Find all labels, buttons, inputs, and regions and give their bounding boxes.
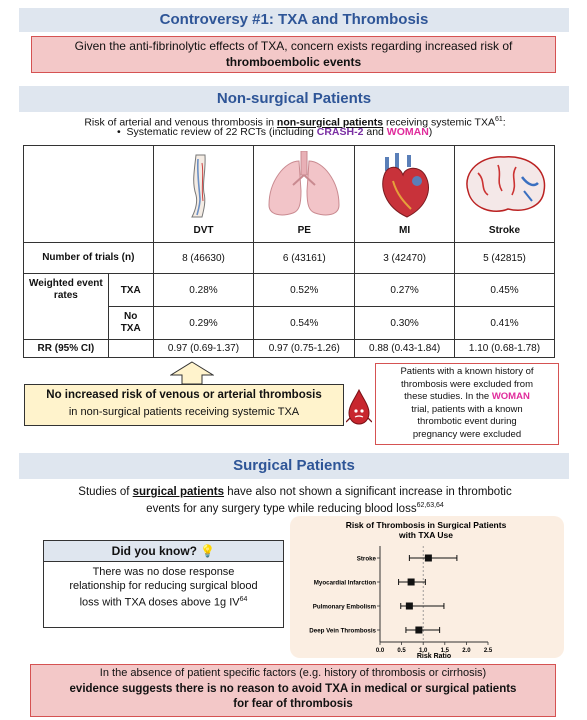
- chart-title-line1: Risk of Thrombosis in Surgical Patients: [345, 520, 507, 530]
- dyk-line: There was no dose response: [92, 566, 235, 578]
- rate-cell: 0.54%: [254, 307, 355, 340]
- dyk-title: Did you know?: [111, 544, 198, 558]
- nonsurgical-table: [23, 145, 555, 358]
- bullet-dot: •: [117, 126, 127, 138]
- rr-cell: 0.97 (0.69-1.37): [153, 340, 254, 358]
- desc-ref: 61: [494, 116, 503, 123]
- row-trials-label: Number of trials (n): [24, 243, 154, 274]
- point-estimate: [415, 627, 422, 634]
- dyk-text: loss with TXA doses above 1g IV: [79, 596, 240, 609]
- notxa-label-line1: No: [124, 311, 138, 322]
- intro-line2: thromboembolic events: [225, 55, 362, 69]
- lungs-icon: [263, 151, 345, 221]
- notxa-label: [108, 307, 153, 340]
- table-row: [24, 274, 555, 307]
- surgical-desc-text: Studies of: [78, 486, 133, 498]
- x-tick-label: 2.0: [462, 648, 471, 654]
- col-dvt: [153, 146, 254, 243]
- x-tick-label: 0.5: [397, 648, 406, 654]
- trials-cell: 6 (43161): [254, 243, 355, 274]
- forest-plot: [290, 516, 564, 658]
- surgical-desc-line2: [20, 499, 570, 516]
- note-line: [376, 391, 558, 404]
- chart-title-line2: with TXA Use: [399, 530, 453, 540]
- note-text: these studies. In the: [404, 391, 492, 402]
- chart-xlabel: Risk Ratio: [416, 653, 452, 658]
- rate-cell: 0.45%: [454, 274, 554, 307]
- col-mi-label: MI: [399, 225, 411, 236]
- notxa-label-line2: TXA: [120, 323, 141, 334]
- note-line: thrombotic event during: [417, 416, 517, 427]
- category-label: Deep Vein Thrombosis: [309, 627, 376, 635]
- point-estimate: [406, 603, 413, 610]
- desc-underlined: non-surgical patients: [276, 116, 384, 129]
- col-pe: [254, 146, 355, 243]
- forest-plot-panel: [290, 516, 564, 658]
- col-dvt-label: DVT: [193, 225, 214, 236]
- table-row: [24, 243, 555, 274]
- dyk-line: relationship for reducing surgical blood: [69, 580, 258, 592]
- x-tick-label: 1.0: [419, 648, 428, 654]
- trials-cell: 3 (42470): [355, 243, 455, 274]
- bullet-crash: CRASH-2: [316, 126, 364, 138]
- col-stroke: [454, 146, 554, 243]
- rr-cell: 0.88 (0.43-1.84): [355, 340, 455, 358]
- intro-line1: Given the anti-fibrinolytic effects of TXA, concern exists regarding increased risk of: [74, 39, 513, 53]
- conclusion-line1: In the absence of patient specific factors (e.g. history of thrombosis or cirrhosis): [99, 667, 487, 679]
- dyk-body: [44, 562, 283, 610]
- point-estimate: [425, 555, 432, 562]
- col-stroke-label: Stroke: [488, 225, 521, 236]
- up-arrow-icon: [170, 361, 214, 385]
- rr-empty-cell: [108, 340, 153, 358]
- lightbulb-icon: 💡: [200, 544, 216, 558]
- desc-colon: :: [502, 116, 506, 129]
- dyk-title-bar: [44, 541, 283, 562]
- brain-icon: [458, 151, 550, 221]
- rate-cell: 0.29%: [153, 307, 254, 340]
- conclusion-line3: for fear of thrombosis: [233, 698, 353, 710]
- bullet-text: Systematic review of 22 RCTs (including: [126, 126, 317, 138]
- note-line: thrombosis were excluded from: [401, 378, 533, 390]
- category-label: Stroke: [356, 555, 376, 563]
- rate-cell: 0.52%: [254, 274, 355, 307]
- note-line: Patients with a known history of: [400, 366, 534, 377]
- rr-label: RR (95% CI): [24, 340, 109, 358]
- rate-cell: 0.41%: [454, 307, 554, 340]
- bullet-end: ): [428, 126, 433, 138]
- surgical-header: [19, 453, 569, 479]
- dyk-ref: 64: [239, 596, 248, 603]
- heart-icon: [375, 151, 435, 221]
- callout-bold: No increased risk of venous or arterial thrombosis: [46, 389, 322, 401]
- point-estimate: [408, 579, 415, 586]
- surgical-desc-underlined: surgical patients: [132, 486, 225, 498]
- nonsurgical-header: [19, 86, 569, 112]
- did-you-know-box: [43, 540, 284, 628]
- category-label: Myocardial Infarction: [313, 579, 376, 587]
- intro-box: [31, 36, 556, 73]
- row-weighted-label: Weighted event rates: [24, 274, 109, 340]
- x-tick-label: 2.5: [483, 648, 493, 654]
- rate-cell: 0.28%: [153, 274, 254, 307]
- surgical-desc-text-3: events for any surgery type while reducing blood loss: [146, 502, 417, 515]
- nonsurgical-callout: [24, 384, 344, 426]
- bullet-and: and: [363, 126, 387, 138]
- surgical-header-text: Surgical Patients: [233, 457, 355, 474]
- rr-cell: 1.10 (0.68-1.78): [454, 340, 554, 358]
- note-line: trial, patients with a known: [411, 403, 523, 415]
- surgical-desc-text-2: have also not shown a significant increase in thrombotic: [224, 486, 512, 498]
- surgical-description: [20, 485, 570, 516]
- desc-text-2: receiving systemic TXA: [383, 116, 495, 129]
- page-title-text: Controversy #1: TXA and Thrombosis: [159, 11, 429, 28]
- note-woman: WOMAN: [491, 391, 530, 402]
- rr-cell: 0.97 (0.75-1.26): [254, 340, 355, 358]
- table-header-row: [24, 146, 555, 243]
- callout-rest: in non-surgical patients receiving systemic TXA: [68, 406, 300, 418]
- leg-vein-icon: [178, 153, 228, 221]
- col-mi: [355, 146, 455, 243]
- trials-cell: 8 (46630): [153, 243, 254, 274]
- col-pe-label: PE: [297, 225, 311, 236]
- dyk-line: [44, 593, 283, 610]
- x-tick-label: 1.5: [440, 648, 449, 654]
- page-title: [19, 8, 569, 32]
- exclusion-note: [375, 363, 559, 445]
- blood-drop-icon: [346, 388, 372, 428]
- rate-cell: 0.30%: [355, 307, 455, 340]
- txa-label: TXA: [108, 274, 153, 307]
- conclusion-box: [30, 664, 556, 717]
- x-tick-label: 0.0: [375, 648, 385, 654]
- category-label: Pulmonary Embolism: [312, 603, 376, 611]
- desc-text: Risk of arterial and venous thrombosis in: [84, 116, 277, 129]
- table-corner-cell: [24, 146, 154, 243]
- table-row: [24, 340, 555, 358]
- surgical-desc-line1: [20, 485, 570, 499]
- trials-cell: 5 (42815): [454, 243, 554, 274]
- nonsurgical-header-text: Non-surgical Patients: [216, 90, 372, 107]
- surgical-desc-ref: 62,63,64: [416, 502, 444, 509]
- bullet-woman: WOMAN: [386, 126, 429, 138]
- conclusion-line2: evidence suggests there is no reason to avoid TXA in medical or surgical patients: [69, 682, 517, 695]
- nonsurgical-bullet: [117, 126, 567, 139]
- note-line: pregnancy were excluded: [412, 428, 522, 440]
- rate-cell: 0.27%: [355, 274, 455, 307]
